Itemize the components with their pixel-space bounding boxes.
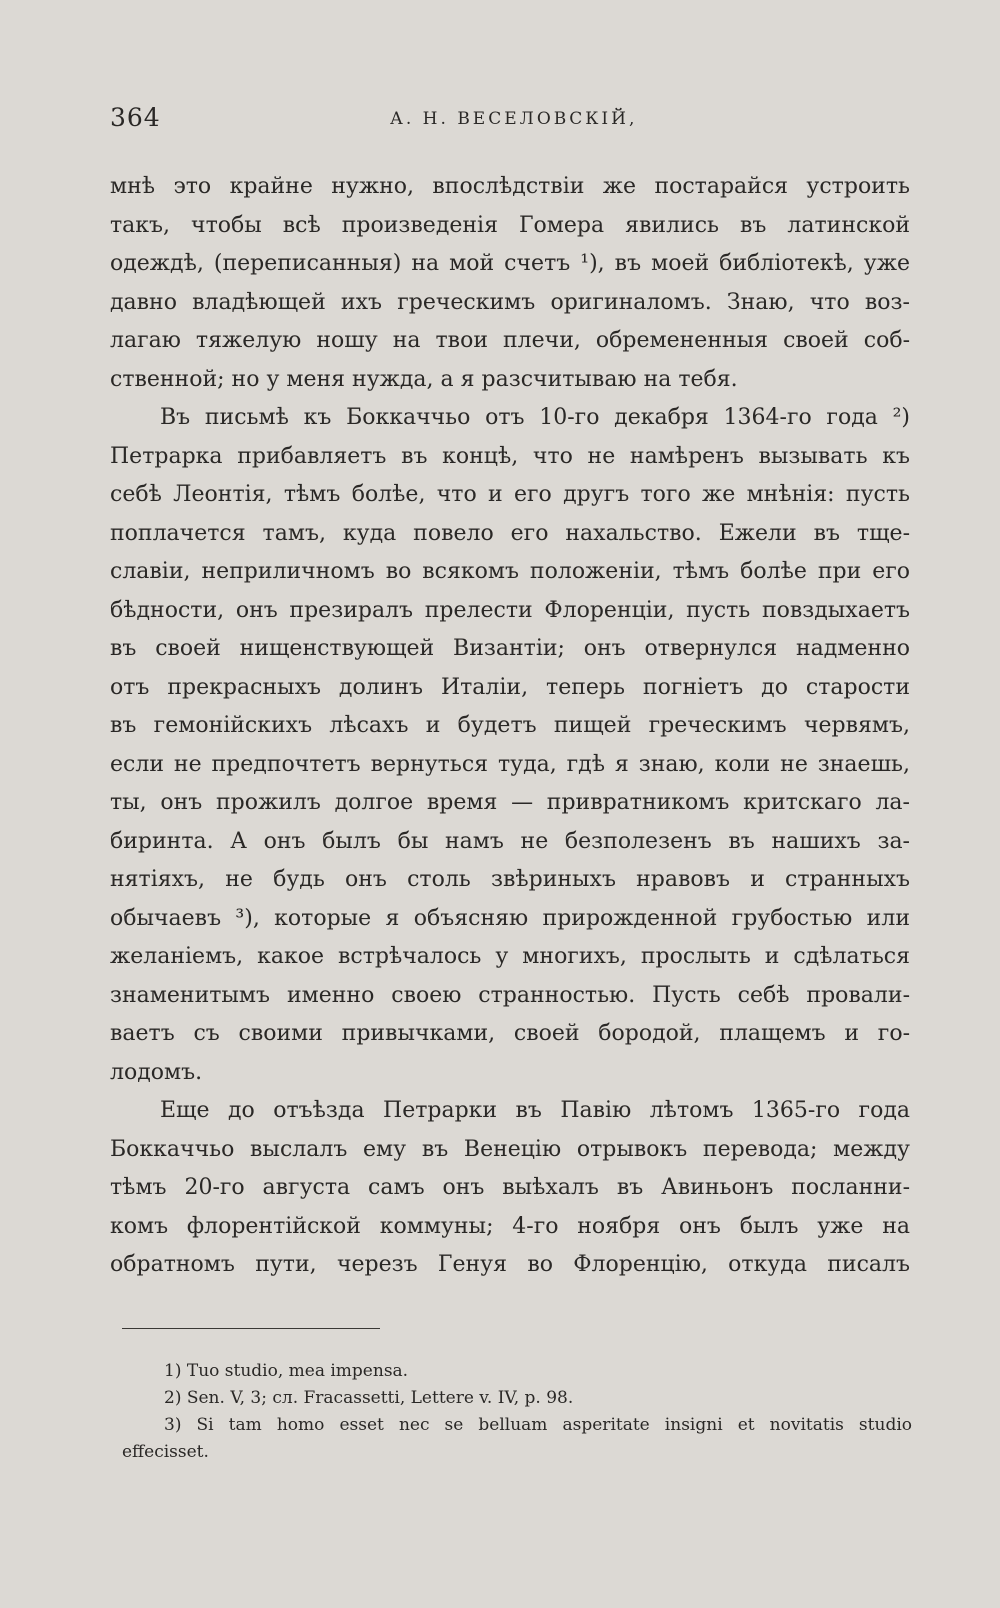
text-line: ваетъ съ своими привычками, своей бородой, плащемъ и го-: [110, 1021, 910, 1046]
text-line: такъ, чтобы всѣ произведенія Гомера явились въ латинской: [110, 212, 910, 238]
text-line: Боккаччьо выслалъ ему въ Венецію отрывокъ перевода; между: [110, 1136, 910, 1162]
page-number: 364: [110, 103, 161, 132]
text-line: лодомъ.: [110, 1059, 203, 1085]
footnotes: [122, 1358, 912, 1466]
text-line: въ своей нищенствующей Византіи; онъ отвернулся надменно: [110, 636, 910, 661]
footnote-divider: [122, 1328, 380, 1329]
text-line: лагаю тяжелую ношу на твои плечи, обремененныя своей соб-: [110, 328, 910, 353]
footnote: 3) Si tam homo esset nec se belluam asperitate insigni et novitatis studio: [164, 1415, 912, 1435]
text-line: комъ флорентійской коммуны; 4-го ноября онъ былъ уже на: [110, 1213, 910, 1239]
text-line: обратномъ пути, черезъ Генуя во Флоренцію, откуда писалъ: [110, 1252, 910, 1277]
text-line: тѣмъ 20-го августа самъ онъ выѣхалъ въ Авиньонъ посланни-: [110, 1175, 910, 1200]
text-line: обычаевъ ³), которые я объясняю прирожденной грубостью или: [110, 905, 910, 931]
text-line: давно владѣющей ихъ греческимъ оригиналомъ. Знаю, что воз-: [110, 289, 910, 315]
text-line: если не предпочтетъ вернуться туда, гдѣ я знаю, коли не знаешь,: [110, 751, 910, 777]
text-line: мнѣ это крайне нужно, впослѣдствіи же постарайся устроить: [110, 174, 910, 199]
text-line: ты, онъ прожилъ долгое время — привратникомъ критскаго ла-: [110, 790, 910, 815]
text-line: бѣдности, онъ презиралъ прелести Флоренціи, пусть повздыхаетъ: [110, 597, 910, 623]
text-line: славіи, неприличномъ во всякомъ положеніи, тѣмъ болѣе при его: [110, 559, 910, 584]
text-line: ственной; но у меня нужда, а я разсчитываю на тебя.: [110, 366, 738, 392]
text-line: Петрарка прибавляетъ въ концѣ, что не намѣренъ вызывать къ: [110, 443, 910, 469]
text-line: знаменитымъ именно своею странностью. Пусть себѣ провали-: [110, 982, 910, 1008]
text-line: себѣ Леонтія, тѣмъ болѣе, что и его другъ того же мнѣнія: пусть: [110, 482, 910, 507]
page-header: [110, 103, 910, 143]
body-text: [110, 168, 910, 1285]
footnote-continuation: effecisset.: [122, 1442, 209, 1462]
text-line: желаніемъ, какое встрѣчалось у многихъ, прослыть и сдѣлаться: [110, 944, 910, 969]
text-line: биринта. А онъ былъ бы намъ не безполезенъ въ нашихъ за-: [110, 828, 910, 854]
text-line: Въ письмѣ къ Боккаччьо отъ 10-го декабря 1364-го года ²): [160, 405, 910, 430]
text-line: нятіяхъ, не будь онъ столь звѣриныхъ нравовъ и странныхъ: [110, 867, 910, 892]
text-line: одеждѣ, (переписанныя) на мой счетъ ¹), въ моей библіотекѣ, уже: [110, 251, 910, 276]
text-line: поплачется тамъ, куда повело его нахальство. Ежели въ тще-: [110, 520, 910, 546]
running-head: А. Н. ВЕСЕЛОВСКІЙ,: [390, 109, 638, 129]
footnote: 2) Sen. V, 3; сл. Fracassetti, Lettere v. IV, p. 98.: [164, 1388, 574, 1408]
text-line: отъ прекрасныхъ долинъ Италіи, теперь погніетъ до старости: [110, 674, 910, 700]
text-line: Еще до отъѣзда Петрарки въ Павію лѣтомъ 1365-го года: [160, 1098, 910, 1123]
footnote: 1) Tuo studio, mea impensa.: [164, 1361, 409, 1381]
text-line: въ гемонійскихъ лѣсахъ и будетъ пищей греческимъ червямъ,: [110, 713, 910, 738]
